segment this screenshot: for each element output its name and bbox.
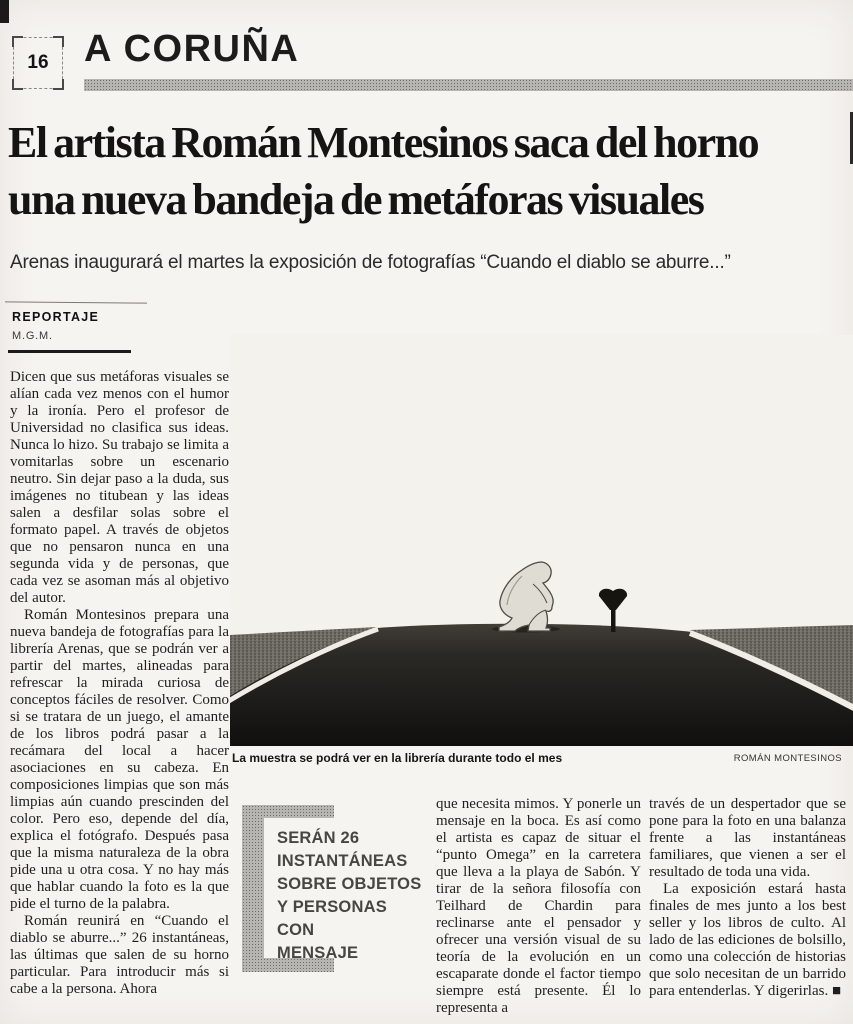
- pullquote-line: SOBRE OBJETOS: [277, 875, 422, 893]
- article-column-1: [10, 369, 229, 998]
- paragraph: Román Montesinos prepara una nueva bandeja de fotografías para la librería Arenas, que se podrán ver a partir del martes, alineadas para refrescar la mirada curiosa de conceptos fáciles de resolver. Como si se tratara de un juego, el amante de los libros podrá pasar a la recámara del local a hacer asociaciones en su cabeza. En composiciones limpias que son más limpias aún cuando prescinden del color. Pero eso, depende del día, explica el fotógrafo. Después pasa que la misma naturaleza de la obra pide una u otra cosa. Y no hay más que hablar cuando la foto es la que pide el turno de la palabra.: [10, 607, 229, 912]
- corner-mark: [12, 79, 23, 90]
- paragraph: que necesita mimos. Y ponerle un mensaje en la boca. Es así como el artista es capaz de situar el “punto Omega” en la carretera que lleva a la playa de Sabón. Y tirar de la señora filosofía con Teilhard de Chardin para reclinarse ante el pensador y ofrecer una versión visual de su teoría de la evolución en un escaparate donde el factor tiempo siempre está presente. Él lo representa a: [436, 796, 641, 1016]
- headline-line-1: El artista Román Montesinos saca del horno: [8, 118, 759, 167]
- pullquote-line: Y PERSONAS CON: [277, 898, 387, 939]
- byline: M.G.M.: [12, 330, 53, 342]
- paragraph: Dicen que sus metáforas visuales se alían cada vez menos con el humor y la ironía. Pero el profesor de Universidad no clasifica sus ideas. Nunca lo hizo. Su trabajo se limita a vomitarlas sobre un escenario neutro. Sin dejar paso a la duda, sus imágenes no titubean y las ideas salen a desfilar solas sobre el formato papel. A través de objetos que no pensaron nunca en una segunda vida y de personas, que cada vez se asoman más al objetivo del autor.: [10, 369, 229, 606]
- pullquote-line: MENSAJE: [277, 944, 359, 962]
- photo-caption: La muestra se podrá ver en la librería durante todo el mes: [232, 751, 563, 765]
- photo-credit: ROMÁN MONTESINOS: [733, 753, 842, 764]
- corner-mark: [53, 79, 64, 90]
- kicker-rule-top: [5, 301, 147, 303]
- paragraph: La exposición estará hasta finales de mes junto a los best seller y los libros de culto. Al lado de las ediciones de bolsillo, como una colección de historias que solo necesitan de un barrido para entenderlas. Y digerirlas. ■: [649, 881, 846, 999]
- page-number-box: [13, 37, 63, 89]
- pullquote: [277, 827, 427, 965]
- headline: [8, 114, 853, 228]
- paragraph: través de un despertador que se pone para la foto en una balanza frente a las instantáneas familiares, que vienen a ser el resultado de toda una vida.: [649, 796, 846, 880]
- photo-illustration: [230, 335, 853, 746]
- article-photo: [230, 335, 853, 746]
- scan-artifact-top-left: [0, 0, 9, 23]
- kicker-rule-bottom: [8, 350, 131, 353]
- paragraph: Román reunirá en “Cuando el diablo se aburre...” 26 instantáneas, las últimas que salen de su horno particular. Para introducir más si cabe a la persona. Ahora: [10, 913, 229, 997]
- headline-line-2: una nueva bandeja de metáforas visuales: [8, 175, 704, 224]
- article-column-4: [649, 796, 846, 1000]
- subheadline: Arenas inaugurará el martes la exposición de fotografías “Cuando el diablo se aburre...”: [10, 252, 731, 273]
- page-number: 16: [27, 52, 49, 73]
- pullquote-bracket-top-arm: [242, 805, 334, 818]
- pullquote-line: INSTANTÁNEAS: [277, 852, 408, 870]
- section-title: A CORUÑA: [84, 28, 300, 70]
- article-column-3: [436, 796, 641, 1017]
- section-divider-bar: [84, 79, 853, 91]
- pullquote-line: SERÁN 26: [277, 829, 360, 847]
- corner-mark: [12, 36, 23, 47]
- kicker-label: REPORTAJE: [12, 310, 100, 324]
- pullquote-bracket-bar: [242, 805, 264, 972]
- corner-mark: [53, 36, 64, 47]
